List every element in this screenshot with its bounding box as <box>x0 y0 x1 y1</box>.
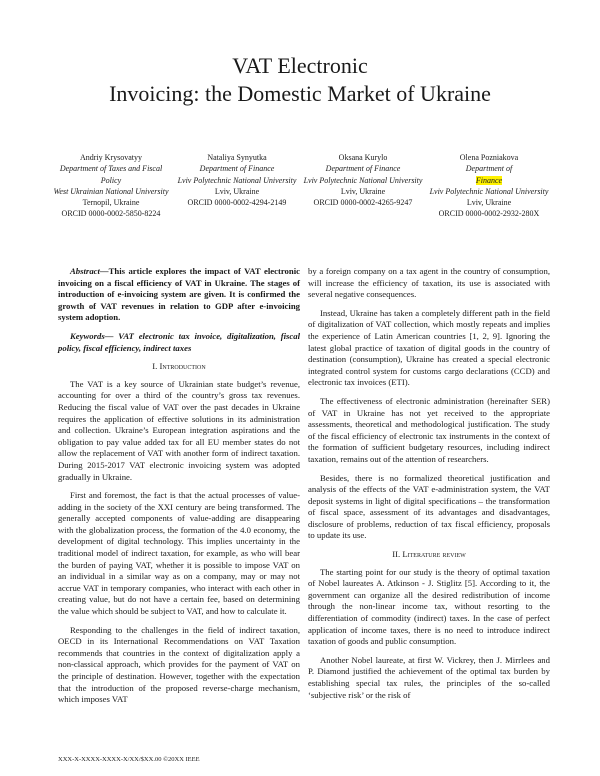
author-dept: Department of Finance <box>199 164 275 174</box>
keywords-label: Keywords— <box>70 330 114 341</box>
abstract-label: Abstract— <box>70 266 109 276</box>
highlighted-text: Finance <box>475 175 503 185</box>
section-heading-introduction <box>58 361 300 373</box>
paragraph: The effectiveness of electronic administration (hereinafter SER) of VAT in Ukraine has not yet received to the appropriate assessments, theoretical and methodological justification. The study of the fiscal efficiency of electronic tax instruments in the context of the formation of sufficient budgetary resources, including indirect taxation, remains out of the attention of researchers. <box>308 395 550 464</box>
keywords <box>58 331 300 354</box>
author-dept: Department of Finance <box>325 164 401 174</box>
author-university: Lviv Polytechnic National University <box>303 175 423 185</box>
section-heading-literature-review <box>308 549 550 561</box>
author-city: Lviv, Ukraine <box>466 198 512 208</box>
author-name: Nataliya Synyutka <box>207 153 267 162</box>
author-name: Olena Pozniakova <box>459 153 519 162</box>
author-dept: Department of Taxes and Fiscal Policy <box>59 164 163 185</box>
paragraph: First and foremost, the fact is that the actual processes of value-adding in the society of the XXI century are being transformed. The generally accepted components of value-adding are disappearing with the globalization process, the formation of the 4.0 economy, the development of digital technology. This implies uncertainty in the traditional model of indirect taxation, for example, as who will bear the burden of paying VAT, whether it is possible to impose VAT on an individual in a similar way as on a company, may or may not accrue VAT in temporary companies, who interact with each other in creating value, but do not have a certain fee, based on determining the value which should be subject to VAT, and how to calculate it. <box>58 490 300 617</box>
author-1 <box>50 152 172 220</box>
author-orcid: ORCID 0000-0002-5850-8224 <box>61 209 161 219</box>
author-4 <box>428 152 550 220</box>
author-university: Lviv Polytechnic National University <box>429 186 549 196</box>
right-column <box>308 266 550 708</box>
paragraph: The starting point for our study is the theory of optimal taxation of Nobel laureates A. Atkinson - J. Stiglitz [5]. According to it, the government can organize all the desired redistribution of income through the non-linear income tax, without resorting to the differentiation of commodity (indirect) taxes. In the case of perfect application of income taxes, there is no need to introduce indirect taxation of goods and public consumption. <box>308 566 550 647</box>
paragraph: by a foreign company on a tax agent in the country of consumption, will increase the efficiency of taxation, its use is associated with several negative consequences. <box>308 266 550 300</box>
author-orcid: ORCID 0000-0002-2932-280X <box>438 209 540 219</box>
author-name: Oksana Kurylo <box>338 153 388 162</box>
author-city: Ternopil, Ukraine <box>82 198 140 208</box>
author-block <box>50 152 550 220</box>
author-orcid: ORCID 0000-0002-4294-2149 <box>187 198 287 208</box>
paragraph: Another Nobel laureate, at first W. Vickrey, then J. Mirrlees and P. Diamond justified the achievement of the optimal tax burden by establishing special tax rules, the principles of the so-called ‘subjective risk’ or the risk of <box>308 654 550 700</box>
paragraph: Besides, there is no formalized theoretical justification and analysis of the effects of the VAT e-administration system, the VAT deposit systems in light of digital specifications – the transformation of fiscal space, assessment of its advantages and disadvantages, disclosure of problems, reduction of tax fiscal efficiency, proposals to update its use. <box>308 472 550 541</box>
section-number: I. <box>152 361 158 372</box>
title-line-1: VAT Electronic <box>232 53 368 78</box>
author-city: Lviv, Ukraine <box>214 186 260 196</box>
paper-title <box>0 52 600 108</box>
section-title: Literature review <box>402 549 466 560</box>
author-2 <box>176 152 298 220</box>
author-dept-prefix: Department of <box>465 164 513 174</box>
copyright-footer: XXX-X-XXXX-XXXX-X/XX/$XX.00 ©20XX IEEE <box>58 756 200 763</box>
title-line-2: Invoicing: the Domestic Market of Ukraine <box>109 81 491 106</box>
author-city: Lviv, Ukraine <box>340 186 386 196</box>
abstract <box>58 266 300 324</box>
section-number: II. <box>392 549 401 560</box>
paragraph: Instead, Ukraine has taken a completely different path in the field of digitalization of VAT collection, which mostly repeats and implies the experience of Latin American countries [1, 2, 9]. Ignoring the latest global practice of taxation of digital goods in the country of destination (consumption), Ukraine has created a special electronic integrated control system for customs cargo declarations (CCD) and electronic tax invoices (ETI). <box>308 307 550 388</box>
paragraph: Responding to the challenges in the field of indirect taxation, OECD in its International Recommendations on VAT Taxation recommends that countries in the context of digitalization apply a non-classical approach, which provides for the payment of VAT on the principle of destination. However, together with the expectation that the introduction of the proposed reverse-charge mechanism, which imposes VAT <box>58 624 300 705</box>
keywords-text: VAT electronic tax invoice, digitalization, fiscal policy, fiscal efficiency, indirect taxes <box>58 330 301 353</box>
section-title: Introduction <box>159 361 206 372</box>
paragraph: The VAT is a key source of Ukrainian state budget’s revenue, accounting for over a third of the country’s gross tax revenues. Reducing the fiscal value of VAT over the past decades in Ukraine requires the application of effective solutions in its administration and collection. Ukraine’s European integration aspirations and the obligation to pay value added tax for all EU member states do not allow the replacement of VAT with another form of indirect taxation. During 2015-2017 VAT electronic invoicing system was adopted gradually in Ukraine. <box>58 378 300 482</box>
author-university: Lviv Polytechnic National University <box>177 175 297 185</box>
abstract-text: This article explores the impact of VAT electronic invoicing on a fiscal efficiency of VAT in Ukraine. The stages of introduction of e-invoicing system are given. It is confirmed the growth of VAT revenues in relation to GDP after e-invoicing system adoption. <box>58 266 300 323</box>
author-name: Andriy Krysovatyy <box>80 153 142 162</box>
author-dept <box>428 163 550 186</box>
author-orcid: ORCID 0000-0002-4265-9247 <box>313 198 413 208</box>
author-university: West Ukrainian National University <box>53 186 169 196</box>
left-column <box>58 266 300 713</box>
author-3 <box>302 152 424 220</box>
